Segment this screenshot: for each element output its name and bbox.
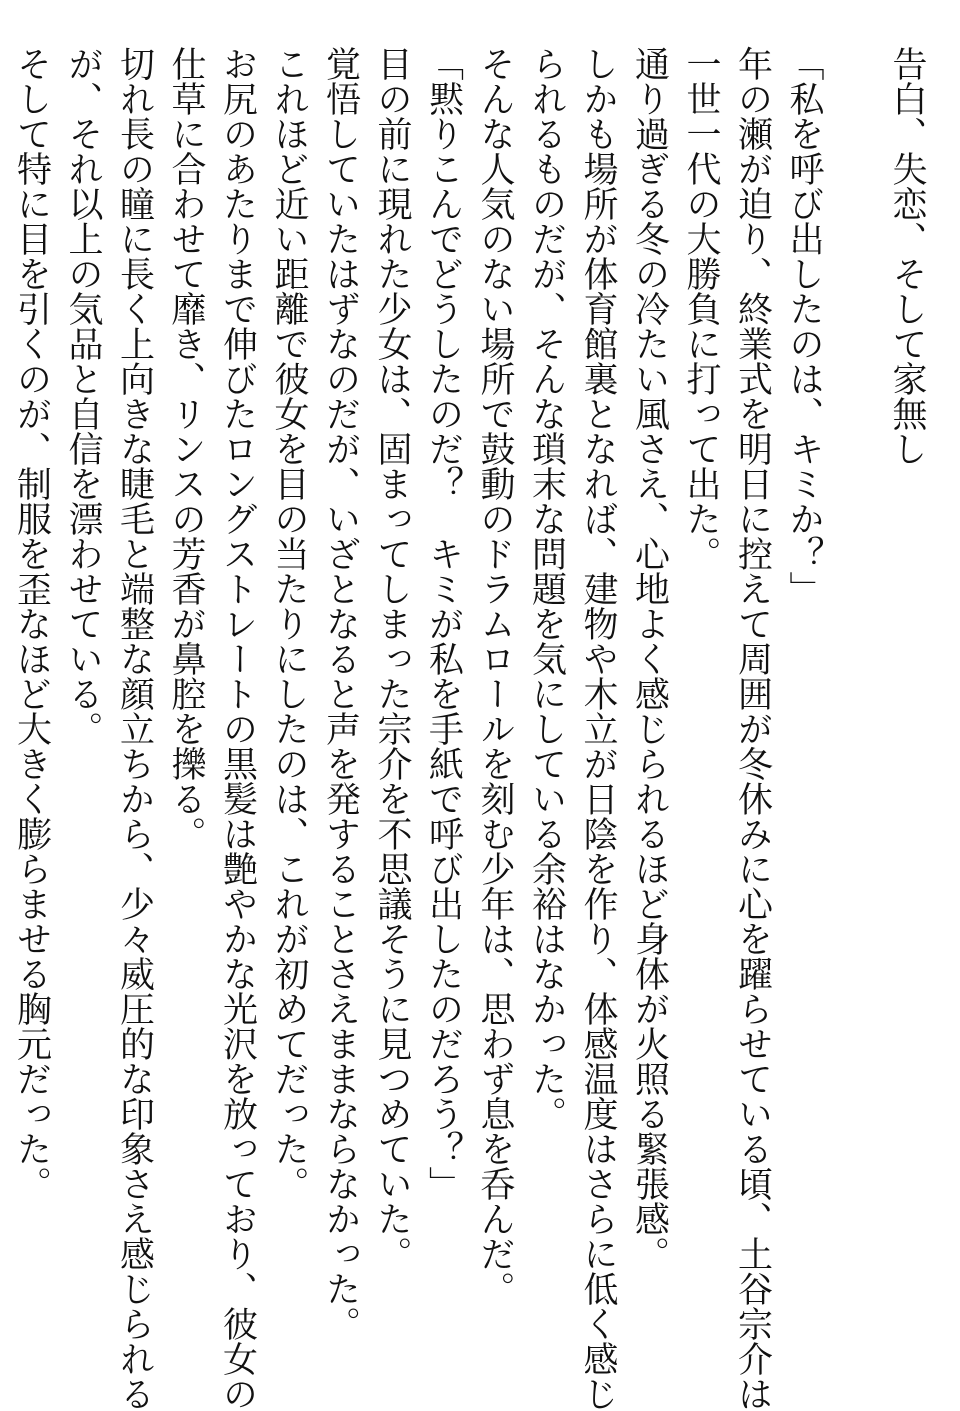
text-line: 通り過ぎる冬の冷たい風さえ、心地よく感じられるほど身体が火照る緊張感。 (629, 46, 670, 1271)
text-line: そして特に目を引くのが、制服を歪なほど大きく膨らませる胸元だった。 (11, 46, 52, 1201)
text-line: 「私を呼び出したのは、キミか？」 (784, 46, 824, 606)
text-line: しかも場所が体育館裏となれば、建物や木立が日陰を作り、体感温度はさらに低く感じ (578, 46, 618, 1411)
text-line: られるものだが、そんな瑣末な問題を気にしている余裕はなかった。 (526, 46, 567, 1131)
text-line: 年の瀬が迫り、終業式を明日に控えて周囲が冬休みに心を躍らせている頃、土谷宗介は (732, 46, 773, 1411)
vertical-text-body (5, 46, 932, 1411)
text-line: 覚悟していたはずなのだが、いざとなると声を発することさえままならなかった。 (320, 46, 361, 1341)
chapter-title: 告白、失恋、そして家無し (887, 46, 927, 466)
text-line: 一世一代の大勝負に打って出た。 (681, 46, 721, 571)
text-line: 「黙りこんでどうしたのだ？ キミが私を手紙で呼び出したのだろう？」 (423, 46, 464, 1201)
text-line: お尻のあたりまで伸びたロングストレートの黒髪は艶やかな光沢を放っており、彼女の (217, 46, 258, 1411)
text-line: 切れ長の瞳に長く上向きな睫毛と端整な顔立ちから、少々威圧的な印象さえ感じられる (114, 46, 155, 1411)
text-line: が、それ以上の気品と自信を漂わせている。 (63, 46, 103, 746)
text-line: これほど近い距離で彼女を目の当たりにしたのは、これが初めてだった。 (269, 46, 309, 1201)
text-line: 目の前に現れた少女は、固まってしまった宗介を不思議そうに見つめていた。 (372, 46, 412, 1271)
text-line: そんな人気のない場所で鼓動のドラムロールを刻む少年は、思わず息を呑んだ。 (475, 46, 515, 1306)
text-line: 仕草に合わせて靡き、リンスの芳香が鼻腔を擽る。 (166, 46, 206, 851)
